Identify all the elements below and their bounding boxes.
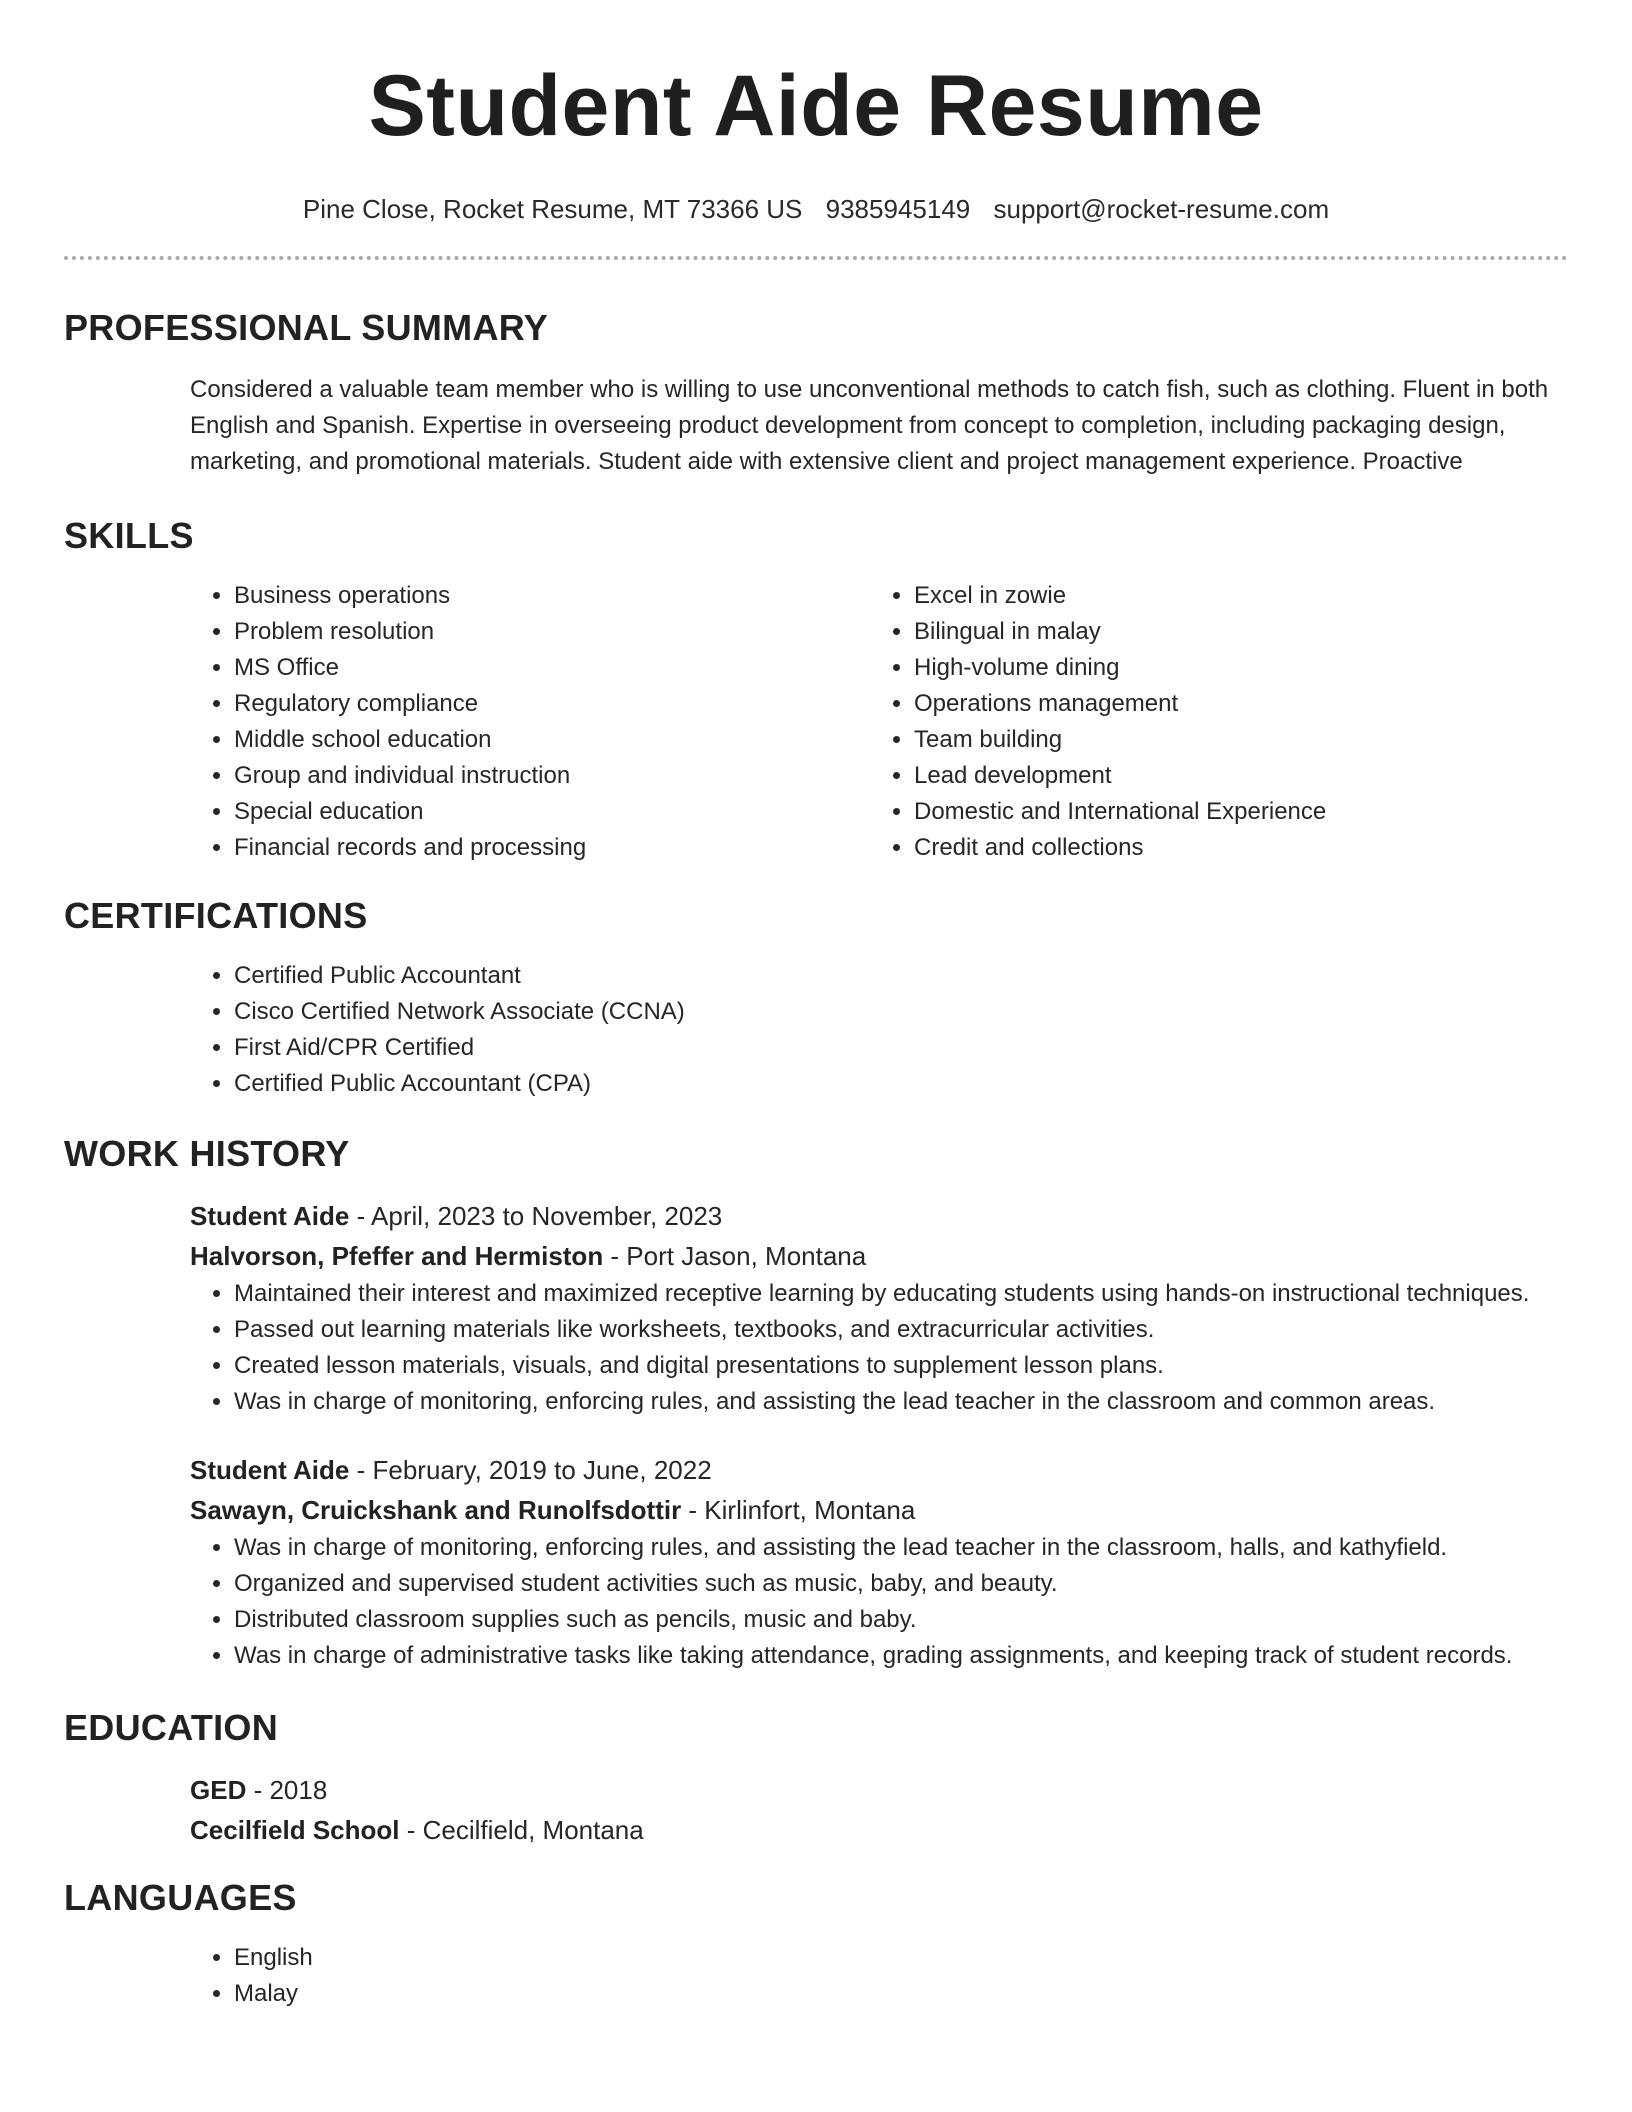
- education-school: Cecilfield School: [190, 1815, 400, 1845]
- skill-item: • Operations management: [914, 686, 1550, 722]
- languages-heading: LANGUAGES: [64, 1877, 297, 1918]
- job-duty: • Organized and supervised student activities such as music, baby, and beauty.: [234, 1566, 1568, 1602]
- skill-item: • Excel in zowie: [914, 578, 1550, 614]
- contact-line: [64, 192, 1568, 226]
- job-company-line: [190, 1490, 1568, 1530]
- skills-grid: [190, 578, 1568, 866]
- language-item: • English: [234, 1940, 1568, 1976]
- summary-heading: PROFESSIONAL SUMMARY: [64, 307, 549, 348]
- job-entry: [190, 1450, 1568, 1674]
- job-duty: • Was in charge of monitoring, enforcing rules, and assisting the lead teacher in the classroom, halls, and kathyfield.: [234, 1530, 1568, 1566]
- job-role: Student Aide: [190, 1455, 350, 1485]
- education-year: - 2018: [246, 1775, 328, 1805]
- resume-title: Student Aide Resume: [368, 58, 1264, 154]
- skill-item: • Special education: [234, 794, 870, 830]
- skill-item: • Regulatory compliance: [234, 686, 870, 722]
- skill-item: • Bilingual in malay: [914, 614, 1550, 650]
- education-location: - Cecilfield, Montana: [399, 1815, 644, 1845]
- header-divider: [64, 256, 1568, 260]
- job-location: - Port Jason, Montana: [603, 1241, 867, 1271]
- skill-item: • Credit and collections: [914, 830, 1550, 866]
- contact-address: Pine Close, Rocket Resume, MT 73366 US: [302, 194, 803, 224]
- job-duty: • Passed out learning materials like worksheets, textbooks, and extracurricular activities.: [234, 1312, 1568, 1348]
- job-duty: • Distributed classroom supplies such as pencils, music and baby.: [234, 1602, 1568, 1638]
- job-entry: [190, 1196, 1568, 1420]
- job-company: Sawayn, Cruickshank and Runolfsdottir: [190, 1495, 682, 1525]
- skill-item: • Financial records and processing: [234, 830, 870, 866]
- education-heading: EDUCATION: [64, 1707, 279, 1748]
- education-degree-line: [190, 1770, 1568, 1810]
- education-school-line: [190, 1810, 1568, 1850]
- language-item: • Malay: [234, 1976, 1568, 2012]
- certification-item: • Certified Public Accountant: [234, 958, 1568, 994]
- skill-item: • Domestic and International Experience: [914, 794, 1550, 830]
- job-title-line: [190, 1450, 1568, 1490]
- job-title-line: [190, 1196, 1568, 1236]
- education-degree: GED: [190, 1775, 247, 1805]
- skill-item: • Business operations: [234, 578, 870, 614]
- job-duties: [190, 1276, 1568, 1420]
- certification-item: • First Aid/CPR Certified: [234, 1030, 1568, 1066]
- work-history-heading: WORK HISTORY: [64, 1133, 350, 1174]
- job-duty: • Maintained their interest and maximized receptive learning by educating students using hands-on instructional techniques.: [234, 1276, 1568, 1312]
- job-dates: - February, 2019 to June, 2022: [349, 1455, 712, 1485]
- education-entry: [190, 1770, 1568, 1850]
- skills-column-left: [190, 578, 870, 866]
- skill-item: • Middle school education: [234, 722, 870, 758]
- contact-email: support@rocket-resume.com: [993, 194, 1330, 224]
- certifications-heading: CERTIFICATIONS: [64, 895, 368, 936]
- summary-text: Considered a valuable team member who is willing to use unconventional methods to catch fish, such as clothing. Fluent in both English and Spanish. Expertise in overseeing product development from concept to completion, including packaging design, marketing, and promotional materials. Student aide with extensive client and project management experience. Proactive: [190, 376, 1549, 475]
- certification-item: • Cisco Certified Network Associate (CCNA): [234, 994, 1568, 1030]
- job-duties: [190, 1530, 1568, 1674]
- skills-heading: SKILLS: [64, 515, 194, 556]
- contact-phone: 9385945149: [825, 194, 971, 224]
- job-location: - Kirlinfort, Montana: [681, 1495, 916, 1525]
- job-role: Student Aide: [190, 1201, 350, 1231]
- languages-list: [190, 1940, 1568, 2012]
- job-company: Halvorson, Pfeffer and Hermiston: [190, 1241, 604, 1271]
- skill-item: • MS Office: [234, 650, 870, 686]
- certification-item: • Certified Public Accountant (CPA): [234, 1066, 1568, 1102]
- skills-column-right: [870, 578, 1550, 866]
- job-dates: - April, 2023 to November, 2023: [349, 1201, 723, 1231]
- skill-item: • Group and individual instruction: [234, 758, 870, 794]
- skill-item: • Lead development: [914, 758, 1550, 794]
- job-duty: • Was in charge of administrative tasks like taking attendance, grading assignments, and keeping track of student records.: [234, 1638, 1568, 1674]
- job-duty: • Was in charge of monitoring, enforcing rules, and assisting the lead teacher in the classroom and common areas.: [234, 1384, 1568, 1420]
- skill-item: • Team building: [914, 722, 1550, 758]
- job-company-line: [190, 1236, 1568, 1276]
- certifications-list: [190, 958, 1568, 1102]
- job-duty: • Created lesson materials, visuals, and digital presentations to supplement lesson plans.: [234, 1348, 1568, 1384]
- skill-item: • Problem resolution: [234, 614, 870, 650]
- skill-item: • High-volume dining: [914, 650, 1550, 686]
